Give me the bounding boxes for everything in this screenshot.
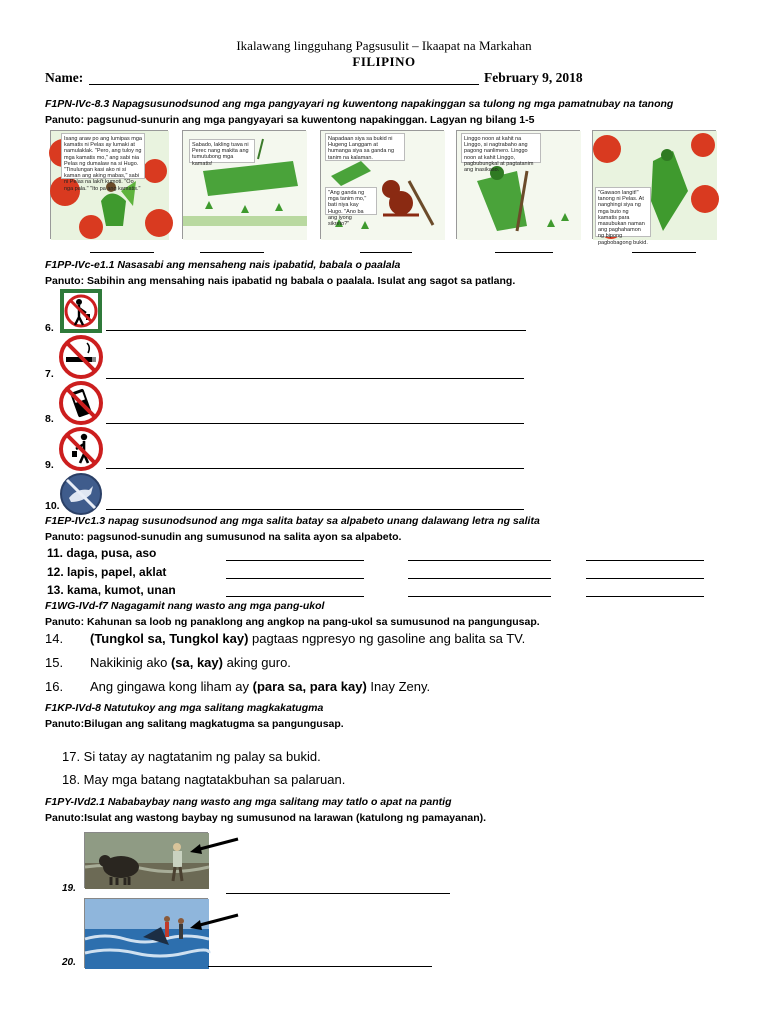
item-15-pre: Nakikinig ako: [90, 655, 171, 670]
item-16-post: Inay Zeny.: [366, 679, 431, 694]
item-16-number: 16.: [45, 679, 64, 694]
item-16-choices[interactable]: (para sa, para kay): [252, 679, 367, 694]
item-11: 11. daga, pusa, aso: [47, 546, 157, 560]
item-11-answer-1[interactable]: [226, 560, 364, 561]
panuto-2: Panuto: Sabihin ang mensahing nais ipabatid ng babala o paalala. Isulat ang sagot sa patlang.: [45, 275, 516, 287]
panel-5-answer-line[interactable]: [632, 252, 696, 253]
item-9-number: 9.: [45, 459, 54, 471]
exam-title: Ikalawang lingguhang Pagsusulit – Ikaapat na Markahan: [236, 38, 532, 53]
panel-3-answer-line[interactable]: [360, 252, 412, 253]
panuto-6: Panuto:Isulat ang wastong baybay ng sumusunod na larawan (katulong ng pamayanan).: [45, 812, 487, 824]
item-10-number: 10.: [45, 500, 60, 512]
item-15-number: 15.: [45, 655, 64, 670]
panuto-4: Panuto: Kahunan sa loob ng panaklong ang angkop na pang-ukol sa sumusunod na pangungusap.: [45, 616, 540, 628]
panel-1-caption: Isang araw po ang lumipas mga kamatis ni Pelas ay lumaki at namulaklak. "Pero, ang tuloy ng mga kamatis mo," ang sabi nia Pelas ng dumalaw na si Hugo. "Tinulungan kasi ako ni si kaman ang aking mabas," sabi ni Pelas na laki't kumoti. "Oo nga pala." "Ito pa ang kamatis.": [61, 133, 145, 179]
item-6-answer-line[interactable]: [106, 330, 526, 331]
item-11-answer-3[interactable]: [586, 560, 704, 561]
item-14-choices[interactable]: (Tungkol sa, Tungkol kay): [90, 631, 249, 646]
arrow-pointer-20-icon: [188, 912, 240, 934]
name-label: Name:: [45, 70, 84, 85]
competency-code-4: F1WG-IVd-f7 Nagagamit nang wasto ang mga pang-ukol: [45, 600, 325, 612]
panuto-5: Panuto:Bilugan ang salitang magkatugma sa pangungusap.: [45, 718, 344, 730]
competency-code-5: F1KP-IVd-8 Natutukoy ang mga salitang magkakatugma: [45, 702, 324, 714]
competency-code-2: F1PP-IVc-e1.1 Nasasabi ang mensaheng nais ipabatid, babala o paalala: [45, 259, 401, 271]
item-20-answer-line[interactable]: [208, 966, 432, 967]
item-18[interactable]: 18. May mga batang nagtatakbuhan sa palaruan.: [62, 772, 346, 787]
no-cellphone-sign-icon: [57, 381, 105, 425]
subject-title: FILIPINO: [352, 54, 416, 69]
competency-code-3: F1EP-IVc1.3 napag susunodsunod ang mga salita batay sa alpabeto unang dalawang letra ng salita: [45, 515, 540, 527]
name-field-line[interactable]: [89, 84, 479, 85]
item-14-number: 14.: [45, 631, 64, 646]
item-17[interactable]: 17. Si tatay ay nagtatanim ng palay sa bukid.: [62, 749, 321, 764]
panel-5-caption: "Gawaon langit!" tanong ni Pelas. At nanghingi siya ng mga buto ng kamatis para masubukan naman ang paghahamon ng bipong pagbobagong bukid.: [595, 187, 651, 237]
panuto-1: Panuto: pagsunud-sunurin ang mga pangyayari sa kuwentong napakinggan. Lagyan ng bilang 1-5: [45, 114, 535, 126]
comic-panel-4: [456, 130, 580, 239]
panel-3-speech-bubble: "Ang ganda ng mga tanim mo," bati niya kay Hugo. "Ano ba ang iyong sikreto?": [325, 187, 377, 215]
item-12-answer-3[interactable]: [586, 578, 704, 579]
panel-1-answer-line[interactable]: [90, 252, 154, 253]
panel-2-answer-line[interactable]: [200, 252, 264, 253]
item-14-post: pagtaas ngpresyo ng gasoline ang balita sa TV.: [248, 631, 526, 646]
item-7-number: 7.: [45, 368, 54, 380]
item-15-choices[interactable]: (sa, kay): [170, 655, 223, 670]
comic-panel-2: [182, 130, 306, 239]
item-9-answer-line[interactable]: [106, 468, 524, 469]
comic-panel-3: [320, 130, 444, 239]
no-littering-circle-icon: [57, 427, 105, 471]
item-12-answer-2[interactable]: [408, 578, 551, 579]
comic-panel-1: [50, 130, 168, 239]
competency-code-1: F1PN-IVc-8.3 Napagsusunodsunod ang mga pangyayari ng kuwentong napakinggan sa tulong ng mga pamatnubay na tanong: [45, 98, 674, 110]
no-smoking-sign-icon: [57, 335, 105, 379]
no-littering-sign-icon: [57, 289, 105, 333]
item-10-answer-line[interactable]: [106, 509, 524, 510]
item-16: [45, 679, 745, 697]
item-13: 13. kama, kumot, unan: [47, 583, 176, 597]
panel-4-answer-line[interactable]: [495, 252, 553, 253]
item-6-number: 6.: [45, 322, 54, 334]
fishermen-net-image: [85, 899, 209, 969]
item-16-pre: Ang gingawa kong liham ay: [90, 679, 253, 694]
item-12: 12. lapis, papel, aklat: [47, 565, 167, 579]
no-feeding-sign-icon: [57, 472, 105, 516]
item-13-answer-1[interactable]: [226, 596, 364, 597]
competency-code-6: F1PY-IVd2.1 Nababaybay nang wasto ang mga salitang may tatlo o apat na pantig: [45, 796, 452, 808]
item-15-post: aking guro.: [222, 655, 291, 670]
item-20-number: 20.: [62, 957, 76, 968]
panel-2-caption: Sabado, lakling tuwa ni Perec nang makita ang tumutubong mga kamatis!: [189, 139, 255, 163]
item-12-answer-1[interactable]: [226, 578, 364, 579]
item-13-answer-3[interactable]: [586, 596, 704, 597]
item-19-number: 19.: [62, 883, 76, 894]
item-8-answer-line[interactable]: [106, 423, 524, 424]
item-19-answer-line[interactable]: [226, 893, 450, 894]
item-11-answer-2[interactable]: [408, 560, 551, 561]
comic-panel-5: [592, 130, 716, 246]
panel-3-caption: Napadaan siya sa bukid ni Hugeng Langgam at humanga siya sa ganda ng tanim na kalaman.: [325, 133, 405, 161]
item-15: [45, 655, 745, 673]
arrow-pointer-19-icon: [188, 836, 240, 858]
item-7-answer-line[interactable]: [106, 378, 524, 379]
panel-4-caption: Linggo noon at kahit na Linggo, si nagtrabaho ang pagong nanlimero. Linggo noon at kahit Linggo, pagbubungkal at pagtatanim ang inasikaso.: [461, 133, 541, 163]
item-13-answer-2[interactable]: [408, 596, 551, 597]
exam-date: February 9, 2018: [484, 70, 583, 85]
item-8-number: 8.: [45, 413, 54, 425]
panuto-3: Panuto: pagsunod-sunudin ang sumusunod na salita ayon sa alpabeto.: [45, 531, 402, 543]
item-14: [45, 631, 745, 649]
